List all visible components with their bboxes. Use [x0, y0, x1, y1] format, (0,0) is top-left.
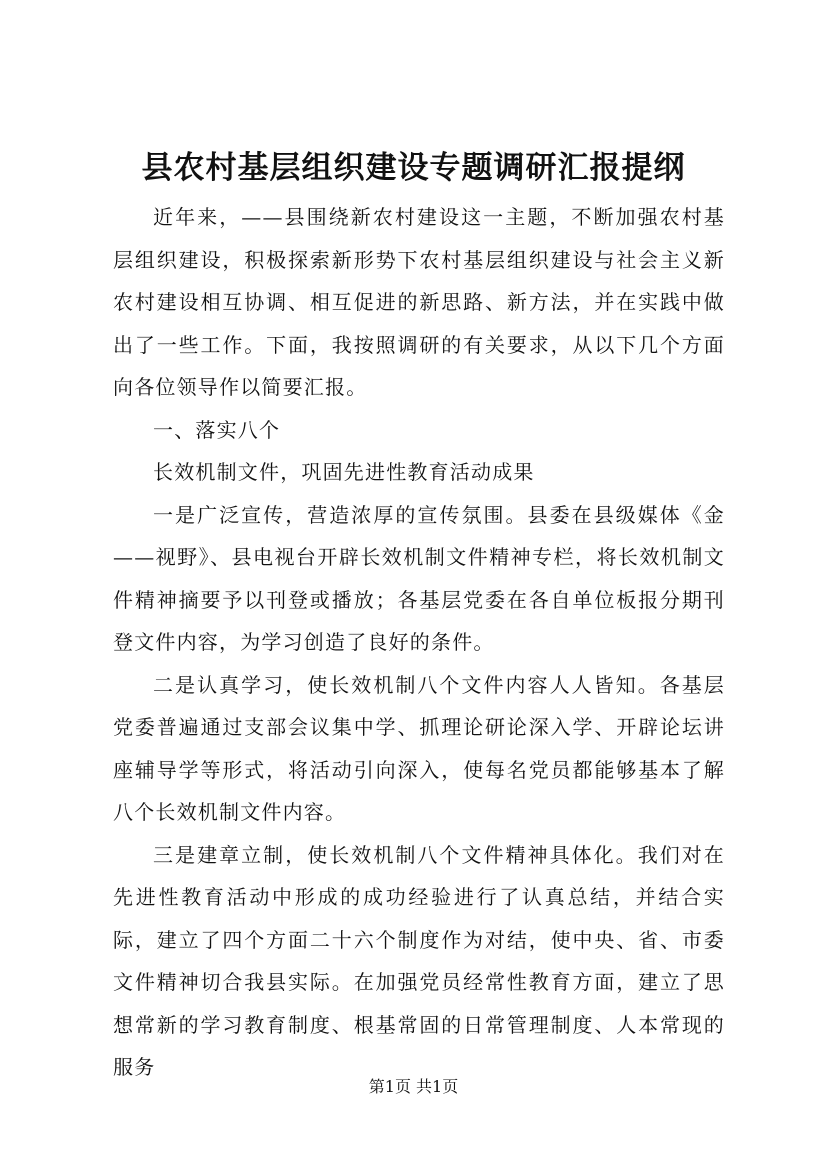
paragraph-point-1: 一是广泛宣传，营造浓厚的宣传氛围。县委在县级媒体《金——视野》、县电视台开辟长效机制文件精神专栏，将长效机制文件精神摘要予以刊登或播放；各基层党委在各自单位板报分期刊登文件内容，为学习创造了良好的条件。: [113, 502, 725, 654]
paragraph-point-2: 二是认真学习，使长效机制八个文件内容人人皆知。各基层党委普遍通过支部会议集中学、抓理论研论深入学、开辟论坛讲座辅导学等形式，将活动引向深入，使每名党员都能够基本了解八个长效机制文件内容。: [113, 672, 725, 824]
paragraph-point-3: 三是建章立制，使长效机制八个文件精神具体化。我们对在先进性教育活动中形成的成功经验进行了认真总结，并结合实际，建立了四个方面二十六个制度作为对结，使中央、省、市委文件精神切合我县实际。在加强党员经常性教育方面，建立了思想常新的学习教育制度、根基常固的日常管理制度、人本常现的服务: [113, 842, 725, 1079]
document-title: 县农村基层组织建设专题调研汇报提纲: [141, 150, 686, 186]
document-body: [113, 196, 725, 1089]
paragraph-intro: 近年来，——县围绕新农村建设这一主题，不断加强农村基层组织建设，积极探索新形势下农村基层组织建设与社会主义新农村建设相互协调、相互促进的新思路、新方法，并在实践中做出了一些工作。下面，我按照调研的有关要求，从以下几个方面向各位领导作以简要汇报。: [113, 205, 725, 399]
section-heading-1: 一、落实八个: [153, 417, 281, 442]
page-footer: 第1页 共1页: [368, 1077, 459, 1096]
section-subheading-1: 长效机制文件，巩固先进性教育活动成果: [153, 460, 535, 484]
